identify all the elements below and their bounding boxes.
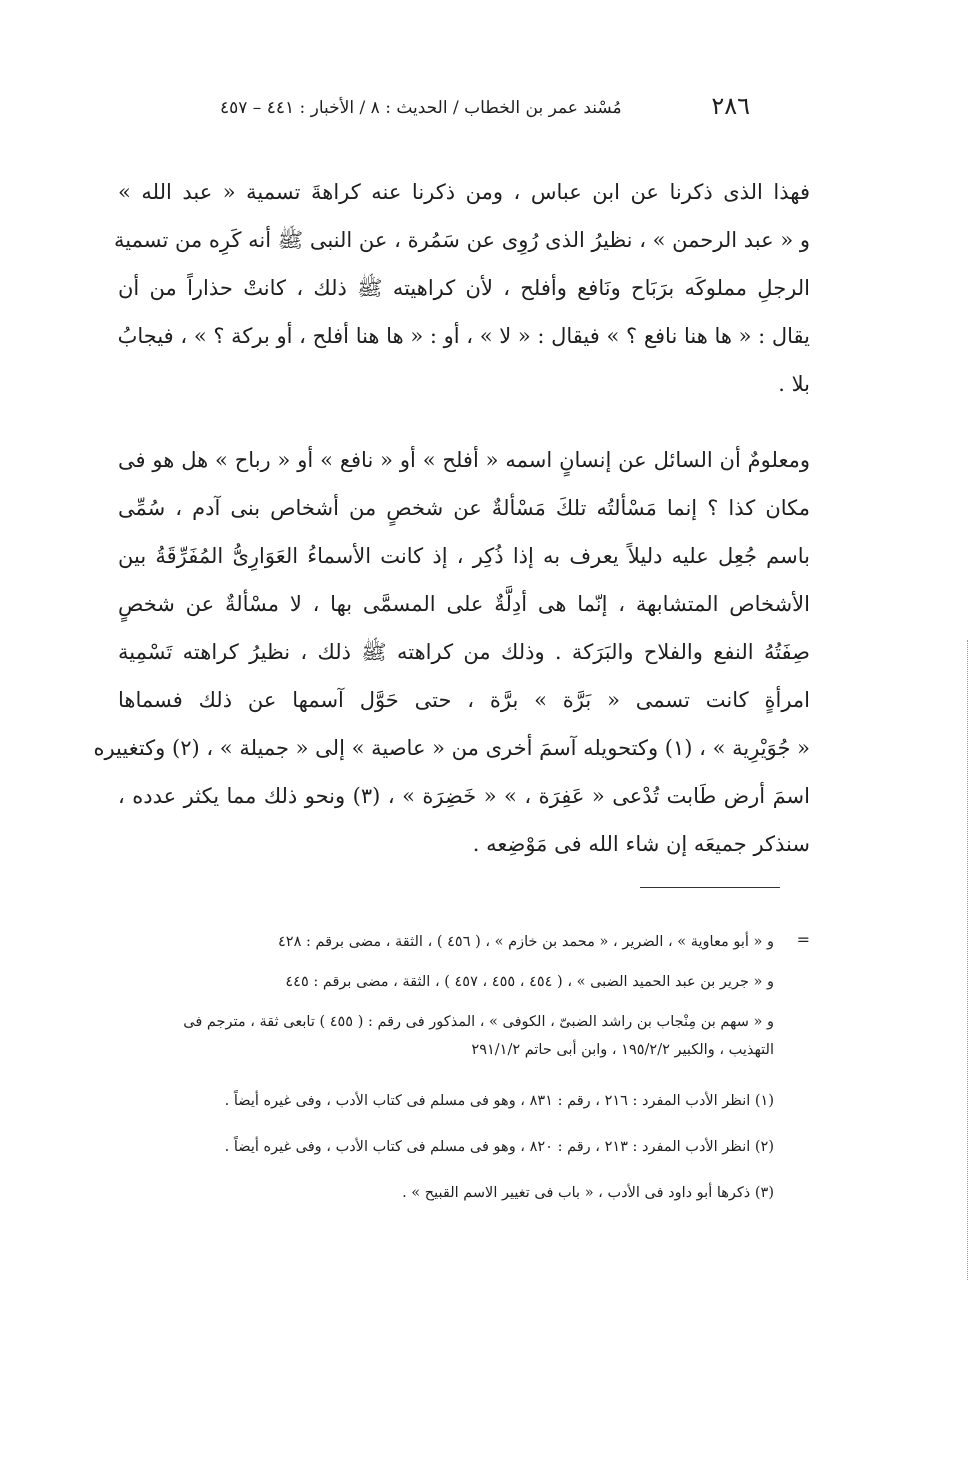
text-line: و « عبد الرحمن » ، نظيرُ الذى رُوِى عن سَمُرة ، عن النبى ﷺ أنه كَرِه من تسمية bbox=[114, 228, 810, 252]
footnote-1: (١) انظر الأدب المفرد : ٢١٦ ، رقم : ٨٣١ ، وهو فى مسلم فى كتاب الأدب ، وفى غيره أيضاً . bbox=[224, 1093, 774, 1109]
text-line: الرجلِ مملوكَه برَبَاح ونَافع وأفلح ، لأن كراهيته ﷺ ذلك ، كانتْ حذاراً من أن bbox=[118, 276, 810, 300]
text-line: امرأةٍ كانت تسمى « بَرَّة » برَّة ، حتى حَوَّل آسمها عن ذلك فسماها bbox=[118, 688, 810, 712]
text-line: مكان كذا ؟ إنما مَسْألتُه تلكَ مَسْألةٌ عن شخصٍ من أشخاص بنى آدم ، سُمِّى bbox=[118, 496, 810, 520]
text-line: فهذا الذى ذكرنا عن ابن عباس ، ومن ذكرنا عنه كراهةَ تسمية « عبد الله » bbox=[118, 180, 810, 204]
text-line: باسم جُعِل عليه دليلاً يعرف به إذا ذُكِر ، إذ كانت الأسماءُ العَوَارِىُّ المُفَرِّقَةُ بين bbox=[118, 544, 810, 568]
text-line: سنذكر جميعَه إن شاء الله فى مَوْضِعه . bbox=[472, 832, 810, 856]
footnote-3: (٣) ذكرها أبو داود فى الأدب ، « باب فى تغيير الاسم القبيح » . bbox=[402, 1185, 774, 1201]
running-title: مُسْند عمر بن الخطاب / الحديث : ٨ / الأخبار : ٤٤١ – ٤٥٧ bbox=[220, 98, 622, 118]
text-line: ومعلومٌ أن السائل عن إنسانٍ اسمه « أفلح » أو « نافع » أو « رباح » هل هو فى bbox=[118, 448, 810, 472]
text-line: الأشخاص المتشابهة ، إنّما هى أدِلَّةٌ على المسمَّى بها ، لا مسْألةٌ عن شخصٍ bbox=[118, 592, 810, 616]
paragraph-gap bbox=[118, 408, 810, 436]
continuation-mark: = bbox=[796, 930, 810, 949]
notes-gap bbox=[118, 1064, 810, 1078]
continuation-note-line: التهذيب ، والكبير ١٩٥/٢/٢ ، وابن أبى حاتم ٢٩١/١/٢ bbox=[471, 1042, 774, 1058]
text-line: اسمَ أرض طَابت تُدْعى « عَفِرَة ، » « خَضِرَة » ، (٣) ونحو ذلك مما يكثر عدده ، bbox=[118, 784, 810, 808]
text-line: « جُوَيْرِية » ، (١) وكتحويله آسمَ أخرى من « عاصية » إلى « جميلة » ، (٢) وكتغييره bbox=[93, 736, 810, 760]
continuation-note-line: و « سهم بن مِنْجاب بن راشد الضبىّ ، الكوفى » ، المذكور فى رقم : ( ٤٥٥ ) تابعى ثقة ، مترجم فى bbox=[183, 1014, 774, 1030]
footnote-divider bbox=[640, 887, 780, 888]
text-line: بلا . bbox=[778, 372, 810, 396]
continuation-note-line: و « أبو معاوية » ، الضرير ، « محمد بن خازم » ، ( ٤٥٦ ) ، الثقة ، مضى برقم : ٤٢٨ bbox=[278, 934, 774, 950]
continuation-note-line: و « جرير بن عبد الحميد الضبى » ، ( ٤٥٤ ، ٤٥٥ ، ٤٥٧ ) ، الثقة ، مضى برقم : ٤٤٥ bbox=[285, 974, 774, 990]
main-text bbox=[93, 168, 810, 868]
text-line: يقال : « ها هنا نافع ؟ » فيقال : « لا » ، أو : « ها هنا أفلح ، أو بركة ؟ » ، فيجابُ bbox=[117, 324, 810, 348]
scan-edge-mark bbox=[965, 640, 968, 1280]
text-line: صِفَتُهُ النفع والفلاح والبَرَكة . وذلك من كراهته ﷺ ذلك ، نظيرُ كراهته تَسْمِية bbox=[118, 640, 810, 664]
footnote-2: (٢) انظر الأدب المفرد : ٢١٣ ، رقم : ٨٢٠ ، وهو فى مسلم فى كتاب الأدب ، وفى غيره أيضاً . bbox=[224, 1139, 774, 1155]
footnotes-section bbox=[118, 928, 810, 1216]
page-number: ٢٨٦ bbox=[711, 92, 750, 120]
page-header bbox=[200, 92, 760, 126]
